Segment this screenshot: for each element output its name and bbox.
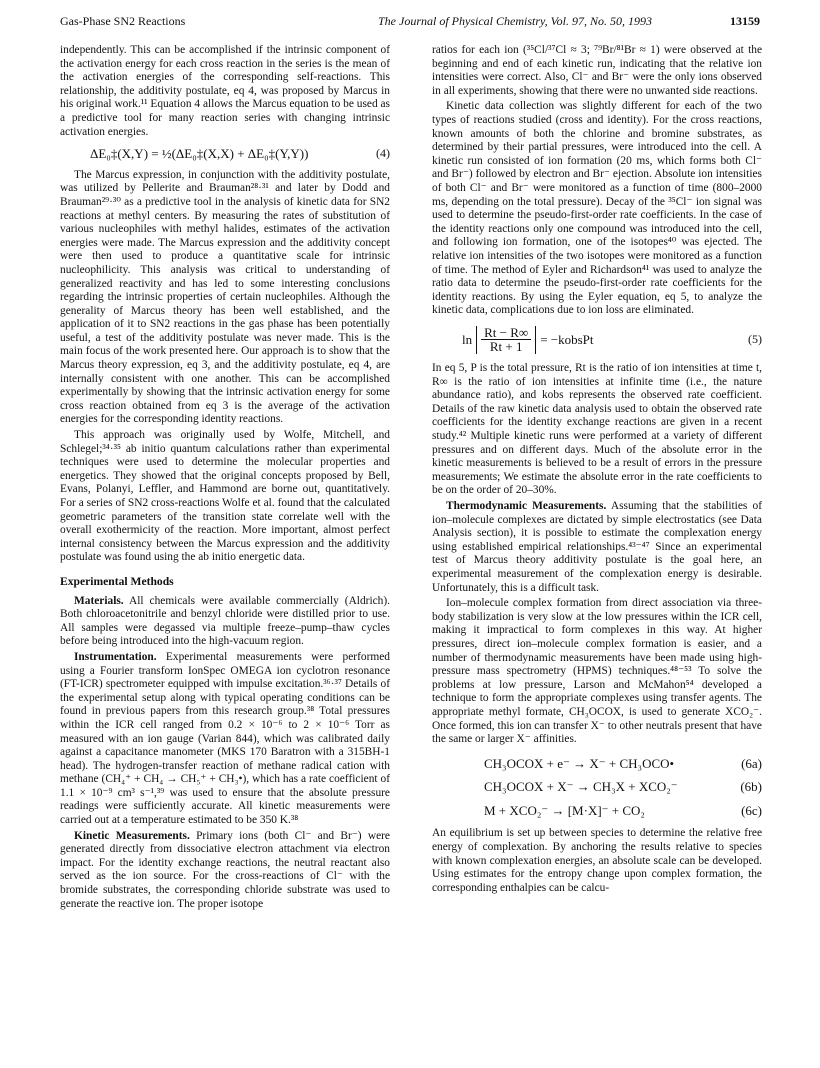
equation-number: (4) [376, 146, 390, 161]
ln-symbol: ln [462, 332, 473, 348]
run-in-heading: Materials. [74, 594, 124, 607]
numerator: Rt − R∞ [481, 326, 531, 341]
paragraph-text: All chemicals were available commercially (Aldrich). Both chloroacetonitrile and benzyl chloride were distilled prior to use. All samples were degassed via multiple freeze–pump–thaw cycles before being introduced into the high-vacuum region. [60, 594, 390, 648]
journal-citation: The Journal of Physical Chemistry, Vol. 97, No. 50, 1993 [378, 14, 652, 28]
denominator: Rt + 1 [489, 339, 523, 355]
run-in-heading: Kinetic Measurements. [74, 829, 190, 842]
equation-number: (5) [748, 332, 762, 347]
paragraph-kinetic [60, 830, 390, 912]
equation-6c [432, 804, 762, 818]
left-column [60, 44, 390, 913]
paragraph-instrumentation [60, 651, 390, 828]
equation-4 [60, 147, 390, 161]
right-hand-side: = −kobsPt [540, 332, 594, 348]
paragraph-materials [60, 595, 390, 649]
equation-6b [432, 780, 762, 794]
equation-number: (6a) [741, 755, 762, 771]
run-in-heading: Instrumentation. [74, 650, 157, 663]
paragraph: independently. This can be accomplished if the intrinsic component of the activation energy for each cross reaction in the series is the mean of the activation energies of the corresponding self-reactions. This relationship, the additivity postulate, eq 4, was proposed by Marcus in his original work.¹¹ Equation 4 allows the Marcus equation to be used as a predictive tool for many reaction series with changing intrinsic activation energies. [60, 44, 390, 138]
equation-number: (6c) [741, 802, 762, 818]
paragraph: This approach was originally used by Wolfe, Mitchell, and Schlegel;³⁴·³⁵ ab initio quantum calculations rather than experimental techniques were used to determine the molecular properties and energetics. They showed that the original concepts proposed by Bell, Evans, Polanyi, Leffler, and Hammond are borne out, quantitatively. For a series of SN2 cross-reactions Wolfe et al. found that the calculated geometric parameters of the transition state correlate well with the overall exothermicity of the reaction. More important, almost perfect internal consistency between the Marcus expression and the additivity postulate was found using the ab initio energetic data. [60, 429, 390, 564]
equation-body [462, 326, 594, 354]
page-header [60, 14, 760, 34]
equation-body: CH₃OCOX + X⁻ → CH₃X + XCO₂⁻ [484, 779, 678, 795]
section-heading: Experimental Methods [60, 574, 174, 588]
page-number: 13159 [730, 14, 760, 28]
equation-6a [432, 757, 762, 771]
equation-body: CH₃OCOX + e⁻ → X⁻ + CH₃OCO• [484, 755, 675, 771]
fraction [476, 326, 536, 354]
paragraph: In eq 5, P is the total pressure, Rt is the ratio of ion intensities at time t, R∞ is the ratio of ion intensities at infinite time (i.e., the nature abundance ratio), and kobs represents the observed rate coefficient. Details of the raw kinetic data analysis used to obtain the observed rate coefficients for the identity exchange reactions are given in a recent study.⁴² Multiple kinetic runs were performed at a variety of different pressures and on different days. Much of the absolute error in the kinetic measurements is believed to be a result of errors in the pressure measurements; We estimate the absolute error in the rate coefficients to be on the order of 20–30%. [432, 362, 762, 497]
paragraph: ratios for each ion (³⁵Cl/³⁷Cl ≈ 3; ⁷⁹Br/⁸¹Br ≈ 1) were observed at the beginning and end of each kinetic run, indicating that the relative ion intensities were correct. Also, Cl⁻ and Br⁻ were the only ions observed in all experiments, showing that there were no unwanted side reactions. [432, 44, 762, 97]
paragraph: An equilibrium is set up between species to determine the relative free energy of complexation. By anchoring the results relative to species with known complexation energies, an absolute scale can be developed. Using estimates for the entropy change upon complex formation, the corresponding enthalpies can be calcu- [432, 827, 762, 894]
right-column [432, 44, 762, 897]
paragraph-text: Primary ions (both Cl⁻ and Br⁻) were generated directly from dissociative electron attachment via electron impact. For the identity exchange reactions, the neutral reactant also served as the ion source. For the cross-reactions of Cl⁻ with the bromide substrates, the corresponding chloride substrate was used to generate the reactive ion. The proper isotope [60, 829, 390, 910]
paragraph: The Marcus expression, in conjunction with the additivity postulate, was utilized by Pellerite and Brauman²⁸·³¹ and later by Dodd and Brauman²⁹·³⁰ as a predictive tool in the analysis of kinetic data for SN2 reactions at methyl centers. By measuring the rates of substitution of various nucleophiles with methyl halides, estimates of the activation energies were made. The Marcus expression and the additivity concept were then used to produce a quantitative scale for intrinsic nucleophilicity. This analysis was critical to understanding of generalized reactivity and has led to some interesting conclusions regarding the intrinsic properties of certain nucleophiles. Although the generality of Marcus theory has been well established, and the application of it to SN2 reactions in the gas phase has been potentially useful, a test of the additivity postulate was never made. This is the main focus of the work presented here. Our approach is to show that the Marcus theory expression, eq 3, and the additivity postulate, eq 4, are internally consistent with one another. This can be accomplished experimentally by showing that the intrinsic activation energy for some cross reaction obtained from eq 3 is the average of the activation energies for the corresponding identity reactions. [60, 168, 390, 426]
running-title: Gas-Phase SN2 Reactions [60, 14, 186, 28]
paragraph: Ion–molecule complex formation from direct association via three-body stabilization is very slow at the low pressures within the ICR cell, making it impractical to form complexes in this way. At higher pressures, direct ion–molecule complex formation is easier, and a number of thermodynamic measurements have been made using high-pressure mass spectrometry (HPMS) techniques.⁴⁸⁻⁵³ To solve the problems at low pressure, Larson and McMahon⁵⁴ developed a technique to form the appropriate complexes using transfer agents. The appropriate methyl formate, CH₃OCOX, is used to generate XCO₂⁻. Once formed, this ion can transfer X⁻ to other neutrals present that have the same or larger X⁻ affinities. [432, 597, 762, 746]
equation-number: (6b) [740, 779, 762, 795]
equation-body: M + XCO₂⁻ → [M·X]⁻ + CO₂ [484, 802, 645, 818]
equation-5 [432, 326, 762, 354]
paragraph-thermo [432, 500, 762, 595]
paragraph-text: Assuming that the stabilities of ion–molecule complexes are dictated by simple electrostatics (see Data Analysis section), it is possible to estimate the complexation energy using established empirical relationships.⁴³⁻⁴⁷ Since an experimental test of Marcus theory additivity postulate is the goal here, an experimental measurement of the complexation energy is desirable. Unfortunately, this is a difficult task. [432, 500, 762, 594]
paragraph: Kinetic data collection was slightly different for each of the two types of reactions studied (cross and identity). For the cross reactions, known amounts of both the chlorine and bromine substrates, as determined by their partial pressures, were introduced into the cell. A kinetic run consisted of ion formation (20 ms, which forms both Cl⁻ and Br⁻) followed by electron and Br⁻ ejection. Absolute ion intensities of both Cl⁻ and Br⁻ were monitored as a function of time (800–2000 ms, depending on the total pressure). Decay of the ³⁵Cl⁻ ion signal was used to determine the pseudo-first-order rate coefficients. In the case of the identity reactions only one compound was introduced into the cell, and following ion formation, one of the isotopes⁴⁰ was ejected. The relative ion intensities of the two isotopes were monitored as a function of time. The method of Eyler and Richardson⁴¹ was used to analyze the ratio data to determine the pseudo-first-order rate coefficients for the identity reactions. By using the Eyler equation, eq 5, to analyze the kinetic data, complications due to ion loss are eliminated. [432, 100, 762, 317]
equation-body: ΔE₀‡(X,Y) = ½(ΔE₀‡(X,X) + ΔE₀‡(Y,Y)) [90, 146, 309, 162]
run-in-heading: Thermodynamic Measurements. [446, 500, 607, 512]
paragraph-text: Experimental measurements were performed using a Fourier transform IonSpec OMEGA ion cyclotron resonance (FT-ICR) spectrometer equipped with impulse excitation.³⁶·³⁷ Details of the experimental setup along with typical operating conditions can be found in previous papers from this research group.³⁸ Total pressures within the ICR cell ranged from 0.2 × 10⁻⁶ to 2 × 10⁻⁶ Torr as measured with an ion gauge (Varian 844), which was calibrated daily against a capacitance manometer (MKS 170 Baratron with a 315BH-1 head). The hydrogen-transfer reaction of methane radical cation with methane (CH₄⁺ + CH₄ → CH₅⁺ + CH₃•), which has a rate coefficient of 1.1 × 10⁻⁹ cm³ s⁻¹,³⁹ was used to ensure that the absolute pressure readings were sufficiently accurate. All kinetic measurements were carried out at a temperature estimated to be 350 K.³⁸ [60, 650, 390, 827]
